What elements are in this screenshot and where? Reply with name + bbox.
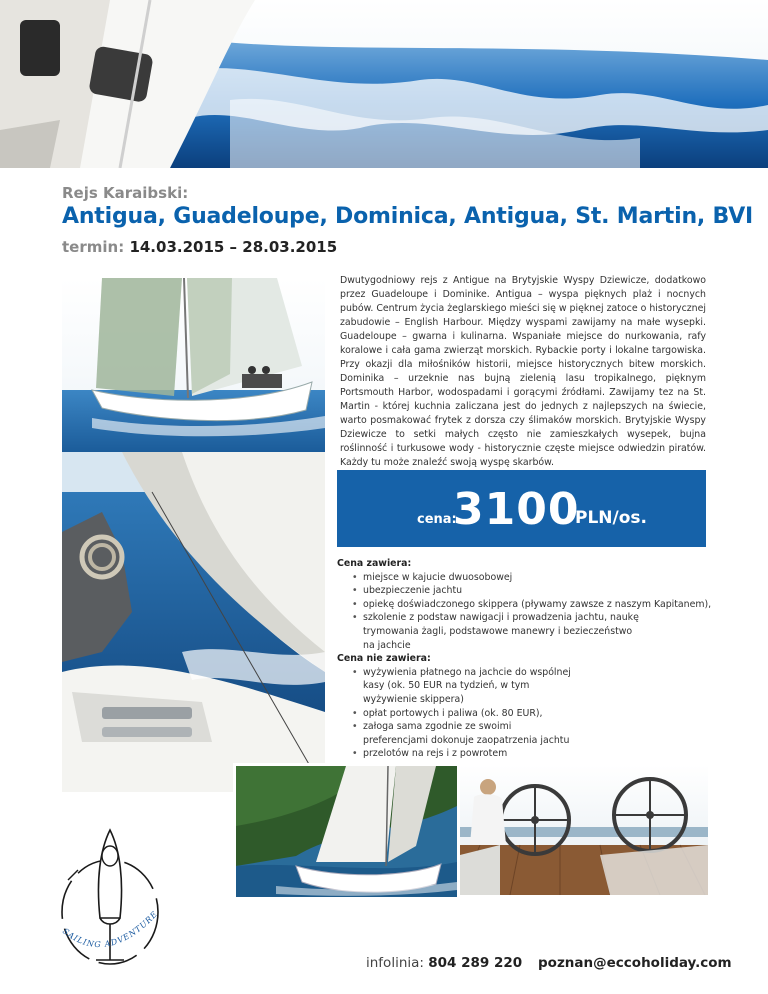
list-item: • załoga sama zgodnie ze swoimi preferencjami dokonuje zaopatrzenia jachtu bbox=[363, 720, 712, 747]
hotline-label: infolinia: bbox=[366, 955, 424, 971]
skipper-helm-photo bbox=[460, 765, 708, 895]
page-title: Antigua, Guadeloupe, Dominica, Antigua, St. Martin, BVI bbox=[62, 204, 754, 229]
cruise-dates bbox=[62, 238, 337, 256]
list-item: • ubezpieczenie jachtu bbox=[363, 584, 712, 598]
price-label: cena: bbox=[417, 512, 457, 527]
list-item: • opłat portowych i paliwa (ok. 80 EUR), bbox=[363, 707, 712, 721]
header-photo bbox=[0, 0, 768, 168]
dates-value: 14.03.2015 – 28.03.2015 bbox=[129, 238, 338, 256]
yacht-photo bbox=[62, 278, 325, 452]
list-item: • miejsce w kajucie dwuosobowej bbox=[363, 571, 712, 585]
includes-heading: Cena zawiera: bbox=[337, 558, 412, 569]
list-item: • wyżywienia płatnego na jachcie do wspólnej kasy (ok. 50 EUR na tydzień, w tym wyżywienie skippera) bbox=[363, 666, 712, 707]
price-box bbox=[337, 470, 706, 547]
list-item: • przelotów na rejs i z powrotem bbox=[363, 747, 712, 761]
deck-rope-photo bbox=[62, 452, 325, 792]
excludes-list bbox=[337, 666, 712, 761]
list-item: • szkolenie z podstaw nawigacji i prowadzenia jachtu, naukę trymowania żagli, podstawowe manewry i bezieczeństwo na jachcie bbox=[363, 611, 712, 652]
logo-text: SAILING ADVENTURE bbox=[60, 909, 160, 950]
logo-emblem-icon bbox=[48, 820, 178, 990]
hotline bbox=[366, 955, 522, 971]
yacht-coast-photo bbox=[233, 763, 460, 900]
price-unit: PLN/os. bbox=[575, 508, 647, 528]
excludes-heading: Cena nie zawiera: bbox=[337, 653, 431, 665]
includes-list bbox=[337, 571, 712, 653]
price-details bbox=[337, 557, 712, 761]
cruise-kicker: Rejs Karaibski: bbox=[62, 184, 189, 202]
hotline-number[interactable]: 804 289 220 bbox=[428, 955, 523, 971]
price-amount: 3100 bbox=[453, 484, 580, 535]
cruise-description: Dwutygodniowy rejs z Antigue na Brytyjskie Wyspy Dziewicze, dodatkowo przez Guadeloupe i Dominike. Antigua – wyspa pięknych plaż i nocnych pubów. Centrum życia żeglarskiego mieści się w pięknej zatoce o historycznej zabudowie – English Harbour. Między wyspami zawijamy na małe wysepki. Guadeloupe – gwarna i kulinarna. Wspaniałe miejsce do nurkowania, rafy koralowe i cała gama zwierząt morskich. Rybackie porty i lokalne targowiska. Przy okazji dla miłośników historii, miejsce historycznych bitew morskich. Dominika – urzeknie nas bujną zielenią lasu tropikalnego, pięknym Portsmouth Harbor, wodospadami i gorącymi źródłami. Zawijamy tez na St. Martin - której kuchnia zaliczana jest do jednych z najlepszych na świecie, warto posmakować frytek z dorsza czy ślimaków morskich. Brytyjskie Wyspy Dziewicze to setki małych często nie zamieszkałych wysepek, bujna roślinność i turkusowe wody - historycznie częste miejsce odwiedzin piratów. Każdy tu może znaleźć swoją wyspę skarbów. bbox=[340, 275, 706, 468]
sailing-adventure-team-logo bbox=[48, 820, 178, 990]
list-item: • opiekę doświadczonego skippera (pływamy zawsze z naszym Kapitanem), bbox=[363, 598, 712, 612]
contact-email[interactable]: poznan@eccoholiday.com bbox=[538, 955, 732, 971]
dates-label: termin: bbox=[62, 238, 125, 256]
